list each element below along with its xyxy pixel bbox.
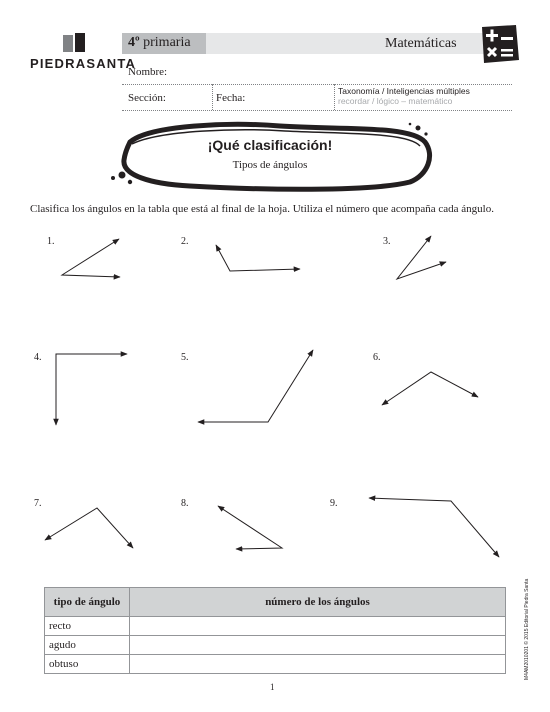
angle-label-3: 3. [383,236,391,247]
table-header: número de los ángulos [130,588,506,617]
angle-8 [218,506,282,549]
angle-label-5: 5. [181,352,189,363]
answer-cell[interactable] [130,617,506,636]
copyright-code: M4AM2010201 © 2015 Editorial Piedra Santa [524,578,530,680]
angle-1 [62,239,120,277]
table-header: tipo de ángulo [45,588,130,617]
taxonomy-sub: recordar / lógico – matemático [338,96,453,106]
angle-label-8: 8. [181,498,189,509]
table-row [45,655,506,674]
grade-number: 4º [128,35,140,50]
angle-7 [45,508,133,548]
logo-text: PIEDRASANTA [30,56,137,71]
angle-label-1: 1. [47,236,55,247]
table-header-row [45,588,506,617]
page-number: 1 [270,682,275,692]
angle-label-2: 2. [181,236,189,247]
grade-word: primaria [139,35,191,50]
table-cell: agudo [45,636,130,655]
instructions: Clasifica los ángulos en la tabla que está al final de la hoja. Utiliza el número que acompaña cada ángulo. [30,203,494,215]
date-label: Fecha: [216,92,246,104]
answer-cell[interactable] [130,636,506,655]
angle-label-6: 6. [373,352,381,363]
table-cell: obtuso [45,655,130,674]
angle-5 [198,350,313,422]
angle-label-9: 9. [330,498,338,509]
angle-label-7: 7. [34,498,42,509]
subject-title: Matemáticas [385,36,457,51]
angle-3 [397,236,446,279]
section-label: Sección: [128,92,166,104]
table-row [45,636,506,655]
name-label: Nombre: [128,66,168,78]
angle-4 [56,354,127,425]
angle-9 [369,498,499,557]
table-cell: recto [45,617,130,636]
table-row [45,617,506,636]
angle-6 [382,372,478,405]
angle-2 [216,245,300,271]
answer-cell[interactable] [130,655,506,674]
angle-label-4: 4. [34,352,42,363]
classification-table [44,587,506,674]
worksheet-subtitle: Tipos de ángulos [232,159,308,171]
worksheet-title: ¡Qué clasificación! [207,137,333,153]
taxonomy-label: Taxonomía / Inteligencias múltiples [338,86,470,96]
